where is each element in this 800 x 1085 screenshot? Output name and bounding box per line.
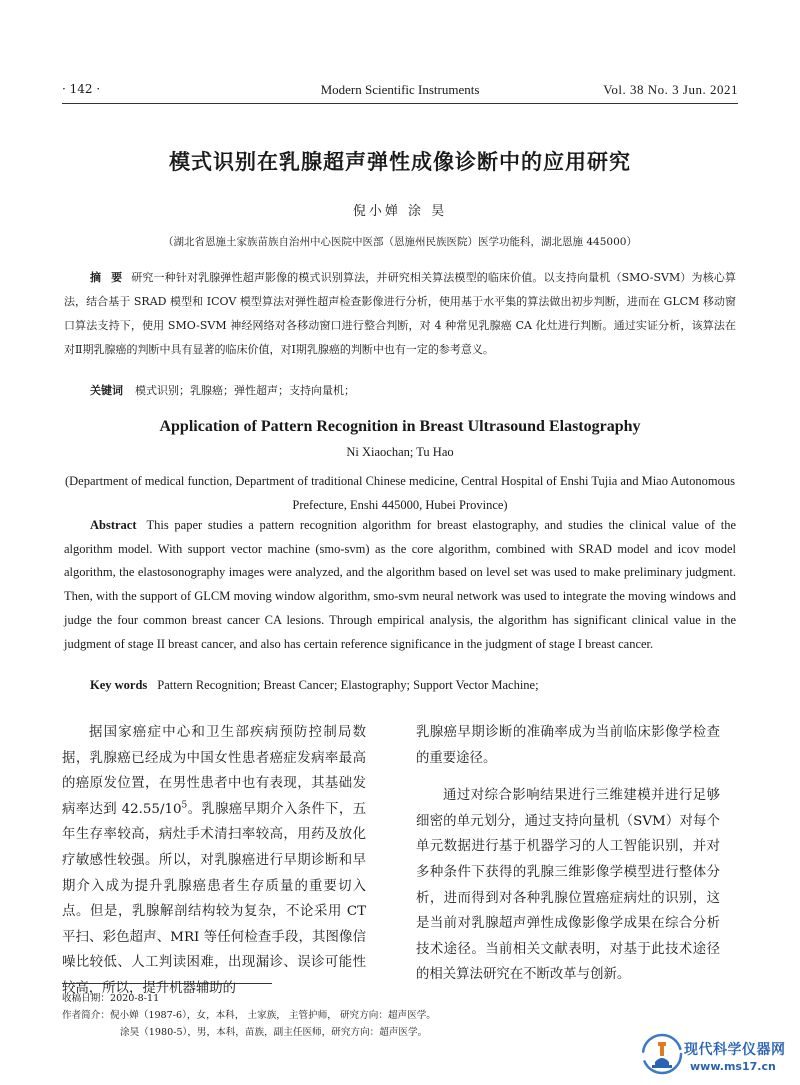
body-paragraph (62, 720, 366, 1002)
chinese-title: 模式识别在乳腺超声弹性成像诊断中的应用研究 (169, 150, 631, 174)
english-abstract-text: This paper studies a pattern recognition algorithm for breast elastography, and studies the clinical value of the algorithm model. With support vector machine (smo-svm) as the core algorithm, combined with SRAD model and icov model algorithm, the elastosonography images were analyzed, and the algorithm based on level set was used to make preliminary judgment. Then, with the support of GLCM moving window algorithm, smo-svm neural network was used to integrate the moving windows and judge the four common breast cancer CA lesions. Through empirical analysis, the algorithm has significant clinical value in the judgment of stage II breast cancer, and also has certain reference significance in the judgment of stage I breast cancer. (64, 518, 736, 651)
english-affiliation: (Department of medical function, Department of traditional Chinese medicine, Central Hospital of Enshi Tujia and Miao Autonomous Prefecture, Enshi 445000, Hubei Province) (64, 474, 735, 512)
journal-name: Modern Scientific Instruments (320, 82, 480, 97)
footnote-divider (62, 983, 272, 984)
superscript: 5 (181, 800, 188, 811)
english-keywords-label: Key words (90, 678, 148, 692)
chinese-affiliation: （湖北省恩施土家族苗族自治州中心医院中医部（恩施州民族医院）医学功能科，湖北恩施 445000） (163, 236, 637, 248)
body-column-left (62, 720, 366, 1002)
english-keywords (90, 678, 539, 693)
chinese-abstract-text: 研究一种针对乳腺弹性超声影像的模式识别算法，并研究相关算法模型的临床价值。以支持向量机（SMO-SVM）为核心算法，结合基于 SRAD 模型和 ICOV 模型算法对弹性超声检查影像进行分析，使用基于水平集的算法做出初步判断，进而在 GLCM 移动窗口算法支持下，使用 SMO-SVM 神经网络对各移动窗口进行整合判断，对 4 种常见乳腺癌 CA 化灶进行判断。通过实证分析，该算法在对Ⅱ期乳腺癌的判断中具有显著的临床价值，对Ⅰ期乳腺癌的判断中也有一定的参考意义。 (64, 271, 736, 356)
english-keywords-text: Pattern Recognition; Breast Cancer; Elastography; Support Vector Machine; (157, 678, 539, 692)
microscope-logo-icon (640, 1032, 684, 1076)
watermark (640, 1030, 798, 1082)
watermark-title: 现代科学仪器网 (684, 1042, 786, 1058)
english-abstract-label: Abstract (90, 518, 137, 532)
running-header (62, 82, 738, 104)
body-paragraph: 乳腺癌早期诊断的准确率成为当前临床影像学检查的重要途径。 (416, 725, 720, 766)
footnote-author-1: 作者简介：倪小婵（1987-6），女，本科， 土家族， 主管护师， 研究方向：超声医学。 (62, 1010, 436, 1021)
english-authors: Ni Xiaochan; Tu Hao (346, 445, 454, 459)
chinese-keywords-text: 模式识别；乳腺癌；弹性超声；支持向量机； (135, 384, 355, 397)
chinese-abstract (64, 266, 736, 362)
english-abstract (64, 514, 736, 656)
chinese-keywords-label: 关键词 (90, 384, 123, 397)
chinese-authors: 倪小婵 涂 昊 (352, 204, 448, 219)
volume-info: Vol. 38 No. 3 Jun. 2021 (603, 82, 738, 97)
header-divider (62, 103, 738, 104)
watermark-url: www.ms17.cn (690, 1060, 776, 1073)
body-paragraph: 通过对综合影响结果进行三维建模并进行足够细密的单元划分，通过支持向量机（SVM）对每个单元数据进行基于机器学习的人工智能识别，并对多种条件下获得的乳腺三维影像学模型进行整体分析，进而得到对各种乳腺位置癌症病灶的识别，这是当前对乳腺超声弹性成像影像学成果在综合分析技术途径。当前相关文献表明，对基于此技术途径的相关算法研究在不断改革与创新。 (416, 788, 720, 983)
chinese-keywords (90, 382, 355, 398)
page-number: · 142 · (62, 82, 101, 96)
chinese-abstract-label: 摘 要 (90, 271, 126, 284)
body-column-right (416, 720, 720, 988)
footnote-author-2: 涂昊（1980-5），男，本科，苗族，副主任医师，研究方向：超声医学。 (120, 1027, 428, 1038)
body-text: 。乳腺癌早期介入条件下，五年生存率较高，病灶手术清扫率较高，用药及放化疗敏感性较强。所以，对乳腺癌进行早期诊断和早期介入成为提升乳腺癌患者生存质量的重要切入点。但是，乳腺解剖结构较为复杂，不论采用 CT 平扫、彩色超声、MRI 等任何检查手段，其图像信噪比较低、人工判读困难，出现漏诊、误诊可能性较高，所以，提升机器辅助的 (62, 801, 366, 996)
body-text: 据国家癌症中心和卫生部疾病预防控制局数据，乳腺癌已经成为中国女性患者癌症发病率最高的癌原发位置，在男性患者中也有表现，其基础发病率达到 42.55/10 (62, 725, 366, 817)
footnote-received: 收稿日期：2020-8-11 (62, 993, 160, 1004)
english-title: Application of Pattern Recognition in Breast Ultrasound Elastography (159, 418, 641, 435)
